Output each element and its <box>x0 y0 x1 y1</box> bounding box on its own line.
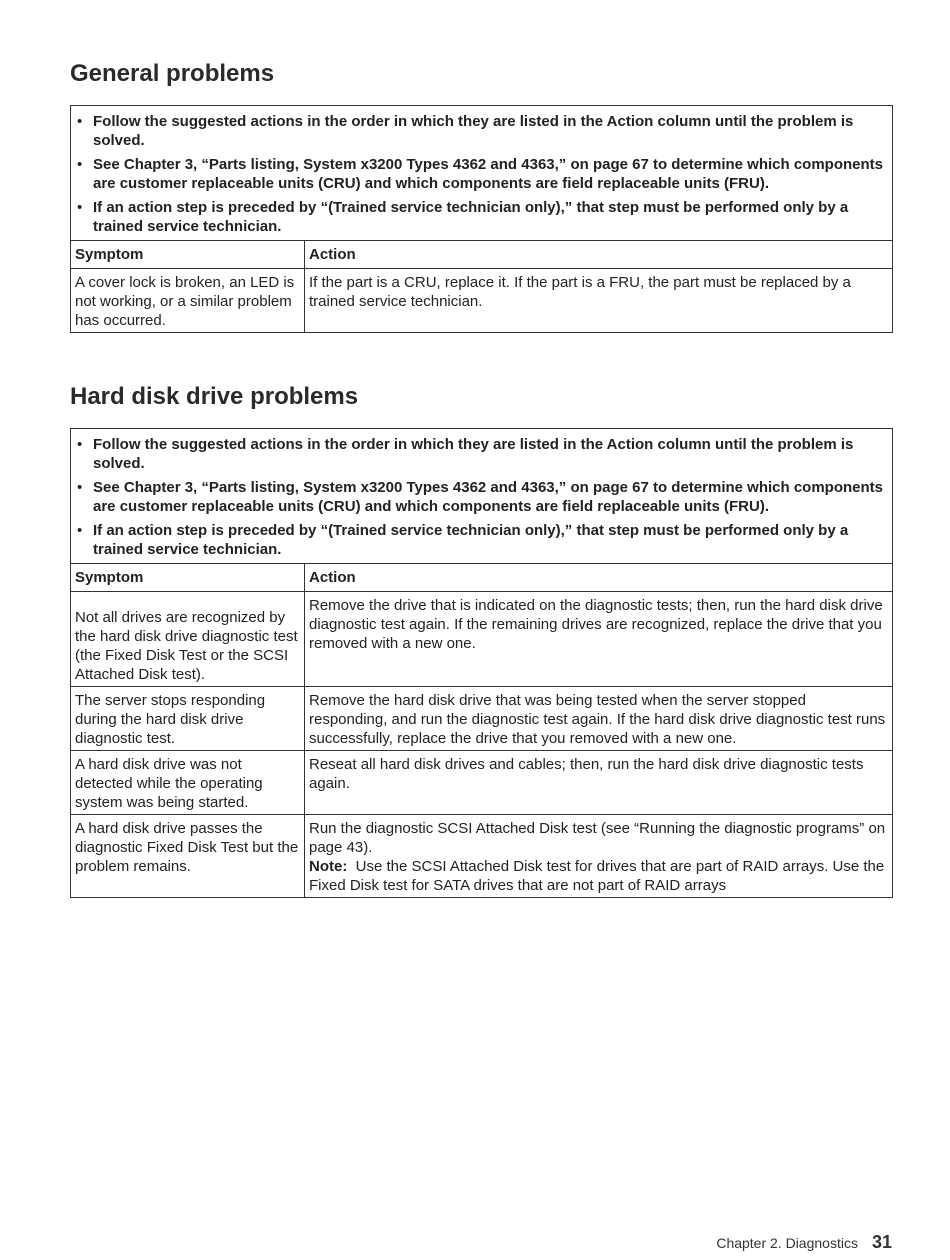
note-text: Follow the suggested actions in the order in which they are listed in the Action column until the problem is solved. <box>93 436 854 472</box>
note-item <box>75 478 884 516</box>
table-row <box>71 751 893 815</box>
bullet-icon: • <box>77 199 83 216</box>
bullet-icon: • <box>77 479 83 496</box>
action-note <box>309 857 887 895</box>
action-cell <box>305 815 893 898</box>
header-row <box>71 564 893 592</box>
notes-cell <box>71 106 893 241</box>
header-symptom: Symptom <box>71 241 305 269</box>
note-text: See Chapter 3, “Parts listing, System x3200 Types 4362 and 4363,” on page 67 to determine which components are customer replaceable units (CRU) and which components are field replaceable units (FRU). <box>93 479 884 515</box>
note-text: Use the SCSI Attached Disk test for drives that are part of RAID arrays. Use the Fixed Disk test for SATA drives that are not part of RAID arrays <box>309 858 885 894</box>
note-text: See Chapter 3, “Parts listing, System x3200 Types 4362 and 4363,” on page 67 to determine which components are customer replaceable units (CRU) and which components are field replaceable units (FRU). <box>93 156 884 192</box>
action-cell: Remove the hard disk drive that was being tested when the server stopped responding, and run the diagnostic test again. If the hard disk drive diagnostic test runs successfully, replace the drive that you removed with a new one. <box>305 687 893 751</box>
section-title-general: General problems <box>70 60 275 87</box>
symptom-cell: The server stops responding during the hard disk drive diagnostic test. <box>71 687 305 751</box>
hdd-problems-table <box>70 428 893 898</box>
note-item <box>75 112 884 150</box>
notes-row <box>71 106 893 241</box>
bullet-icon: • <box>77 436 83 453</box>
page-footer <box>716 1232 892 1253</box>
action-cell: If the part is a CRU, replace it. If the part is a FRU, the part must be replaced by a trained service technician. <box>305 269 893 333</box>
symptom-cell: A hard disk drive passes the diagnostic Fixed Disk Test but the problem remains. <box>71 815 305 898</box>
page-number: 31 <box>871 1232 892 1252</box>
note-text: Follow the suggested actions in the order in which they are listed in the Action column until the problem is solved. <box>93 113 854 149</box>
note-label: Note: <box>309 858 348 875</box>
symptom-cell: Not all drives are recognized by the hard disk drive diagnostic test (the Fixed Disk Test or the SCSI Attached Disk test). <box>71 592 305 687</box>
symptom-cell: A hard disk drive was not detected while the operating system was being started. <box>71 751 305 815</box>
table-row <box>71 269 893 333</box>
bullet-icon: • <box>77 156 83 173</box>
header-row <box>71 241 893 269</box>
note-item <box>75 435 884 473</box>
header-symptom: Symptom <box>71 564 305 592</box>
action-text: Run the diagnostic SCSI Attached Disk test (see “Running the diagnostic programs” on page 43). <box>309 820 886 856</box>
chapter-label: Chapter 2. Diagnostics <box>716 1235 858 1251</box>
note-item <box>75 155 884 193</box>
note-item <box>75 521 884 559</box>
note-text: If an action step is preceded by “(Trained service technician only),” that step must be performed only by a trained service technician. <box>93 522 849 558</box>
general-problems-table <box>70 105 893 333</box>
bullet-icon: • <box>77 522 83 539</box>
notes-cell <box>71 429 893 564</box>
action-cell: Remove the drive that is indicated on the diagnostic tests; then, run the hard disk drive diagnostic test again. If the remaining drives are recognized, replace the drive that you removed with a new one. <box>305 592 893 687</box>
header-action: Action <box>305 564 893 592</box>
header-action: Action <box>305 241 893 269</box>
action-cell: Reseat all hard disk drives and cables; then, run the hard disk drive diagnostic tests again. <box>305 751 893 815</box>
symptom-cell: A cover lock is broken, an LED is not working, or a similar problem has occurred. <box>71 269 305 333</box>
bullet-icon: • <box>77 113 83 130</box>
table-row <box>71 815 893 898</box>
table-row <box>71 687 893 751</box>
note-text: If an action step is preceded by “(Trained service technician only),” that step must be performed only by a trained service technician. <box>93 199 849 235</box>
notes-row <box>71 429 893 564</box>
section-title-hdd: Hard disk drive problems <box>70 383 359 410</box>
note-item <box>75 198 884 236</box>
notes-list <box>75 112 884 236</box>
notes-list <box>75 435 884 559</box>
table-row <box>71 592 893 687</box>
